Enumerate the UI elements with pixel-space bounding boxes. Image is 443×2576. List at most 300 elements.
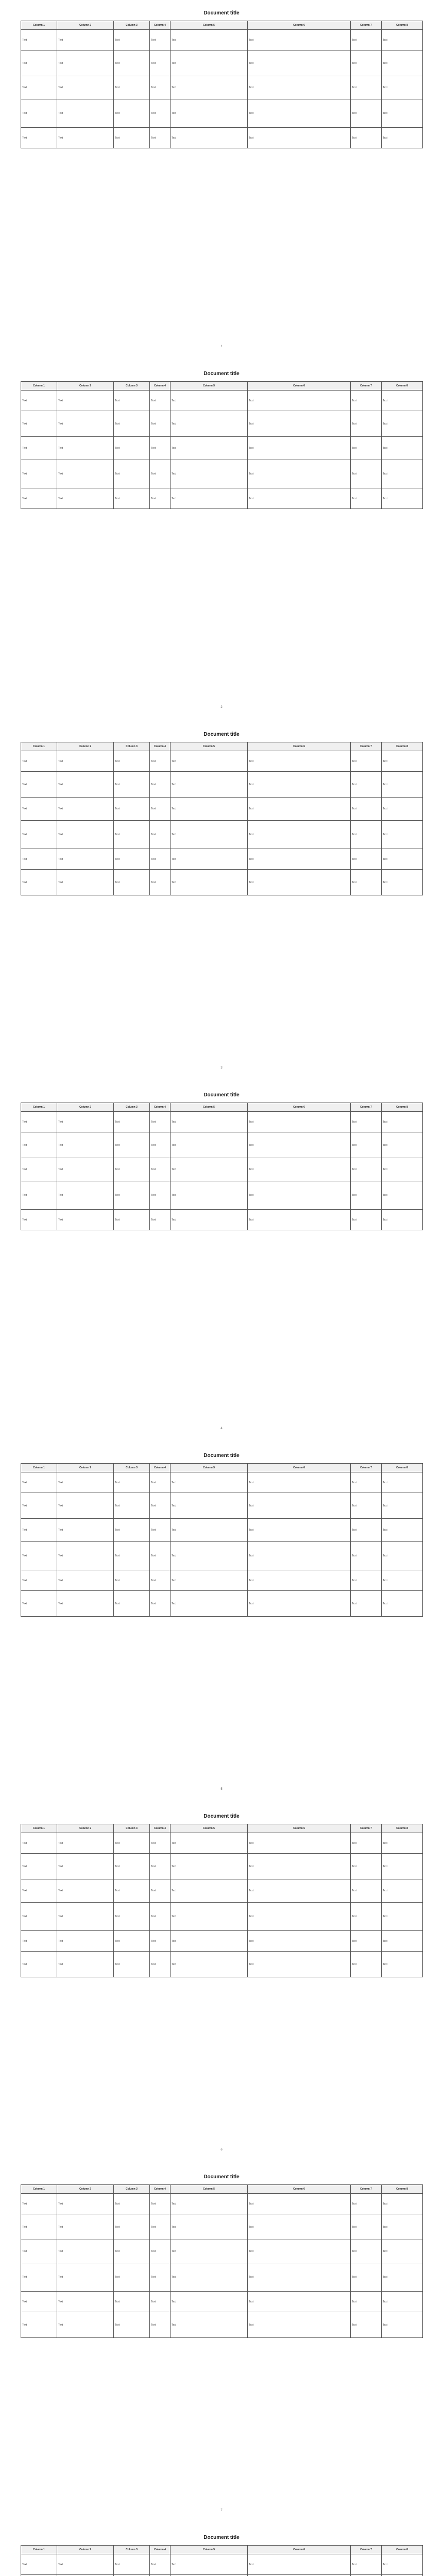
table-header-row <box>21 21 423 30</box>
table-cell: Text <box>57 2240 114 2263</box>
data-table <box>21 381 423 509</box>
table-cell: Text <box>114 1833 150 1854</box>
column-header: Column 5 <box>171 1824 248 1833</box>
table-cell: Text <box>150 2312 171 2338</box>
table-cell: Text <box>21 488 57 509</box>
page-title: Document title <box>203 10 240 16</box>
table-cell: Text <box>171 2194 248 2214</box>
table-cell: Text <box>21 1493 57 1519</box>
table-cell: Text <box>382 411 423 437</box>
table-cell: Text <box>382 1952 423 1977</box>
table-cell: Text <box>21 1210 57 1230</box>
table-cell: Text <box>150 1542 171 1570</box>
table-cell: Text <box>150 2292 171 2312</box>
table-cell: Text <box>351 488 382 509</box>
table-cell: Text <box>382 1903 423 1931</box>
table-cell: Text <box>171 2292 248 2312</box>
table-cell: Text <box>21 411 57 437</box>
table-cell: Text <box>351 1879 382 1903</box>
table-cell: Text <box>114 751 150 772</box>
table-cell: Text <box>351 460 382 488</box>
table-cell: Text <box>248 99 351 128</box>
table-cell: Text <box>382 460 423 488</box>
column-header: Column 7 <box>351 2546 382 2554</box>
table-cell: Text <box>57 751 114 772</box>
table-cell: Text <box>351 76 382 99</box>
table-cell: Text <box>382 128 423 148</box>
table-row <box>21 1132 423 1158</box>
table-cell: Text <box>21 1879 57 1903</box>
table-cell: Text <box>114 1132 150 1158</box>
table-cell: Text <box>21 2263 57 2292</box>
table-cell: Text <box>382 2312 423 2338</box>
table-cell: Text <box>57 391 114 411</box>
table-row <box>21 460 423 488</box>
table-cell: Text <box>248 391 351 411</box>
table-cell: Text <box>248 772 351 798</box>
table-cell: Text <box>114 437 150 460</box>
table-row <box>21 2214 423 2240</box>
column-header: Column 7 <box>351 2185 382 2194</box>
table-cell: Text <box>57 1158 114 1181</box>
column-header: Column 8 <box>382 1103 423 1112</box>
table-cell: Text <box>21 1472 57 1493</box>
table-cell: Text <box>248 1210 351 1230</box>
table-cell: Text <box>171 772 248 798</box>
table-cell: Text <box>114 1493 150 1519</box>
table-row <box>21 411 423 437</box>
table-row <box>21 1570 423 1591</box>
table-cell: Text <box>21 2240 57 2263</box>
table-cell: Text <box>171 1472 248 1493</box>
table-cell: Text <box>114 128 150 148</box>
column-header: Column 6 <box>248 2546 351 2554</box>
column-header: Column 1 <box>21 1824 57 1833</box>
table-cell: Text <box>21 870 57 895</box>
table-cell: Text <box>171 99 248 128</box>
table-cell: Text <box>21 437 57 460</box>
table-cell: Text <box>351 1112 382 1132</box>
table-cell: Text <box>114 2292 150 2312</box>
table-cell: Text <box>21 1158 57 1181</box>
table-cell: Text <box>171 1210 248 1230</box>
doc-page <box>0 2524 443 2576</box>
table-cell: Text <box>150 30 171 50</box>
table-cell: Text <box>382 1591 423 1617</box>
table-cell: Text <box>171 128 248 148</box>
column-header: Column 5 <box>171 382 248 391</box>
column-header: Column 7 <box>351 742 382 751</box>
table-cell: Text <box>150 76 171 99</box>
column-header: Column 6 <box>248 1103 351 1112</box>
table-cell: Text <box>57 1854 114 1879</box>
table-cell: Text <box>382 437 423 460</box>
column-header: Column 2 <box>57 2185 114 2194</box>
table-cell: Text <box>351 2194 382 2214</box>
table-cell: Text <box>248 1158 351 1181</box>
table-cell: Text <box>57 1833 114 1854</box>
table-row <box>21 1833 423 1854</box>
table-cell: Text <box>150 2554 171 2575</box>
table-row <box>21 1112 423 1132</box>
doc-page <box>0 721 443 1082</box>
column-header: Column 4 <box>150 2546 171 2554</box>
table-cell: Text <box>150 1931 171 1952</box>
table-cell: Text <box>351 1833 382 1854</box>
table-cell: Text <box>382 2292 423 2312</box>
table-cell: Text <box>57 798 114 821</box>
table-cell: Text <box>114 1854 150 1879</box>
table-cell: Text <box>150 870 171 895</box>
table-cell: Text <box>150 99 171 128</box>
table-row <box>21 1158 423 1181</box>
table-row <box>21 751 423 772</box>
table-cell: Text <box>114 821 150 849</box>
column-header: Column 5 <box>171 21 248 30</box>
table-cell: Text <box>171 751 248 772</box>
table-cell: Text <box>248 821 351 849</box>
table-row <box>21 772 423 798</box>
table-cell: Text <box>171 821 248 849</box>
table-cell: Text <box>114 488 150 509</box>
table-cell: Text <box>248 2214 351 2240</box>
table-cell: Text <box>21 1903 57 1931</box>
table-cell: Text <box>351 1854 382 1879</box>
table-cell: Text <box>248 1132 351 1158</box>
table-cell: Text <box>351 772 382 798</box>
doc-page <box>0 1443 443 1803</box>
table-cell: Text <box>150 798 171 821</box>
table-row <box>21 99 423 128</box>
table-cell: Text <box>150 2263 171 2292</box>
table-cell: Text <box>171 50 248 76</box>
table-cell: Text <box>351 391 382 411</box>
table-cell: Text <box>171 1854 248 1879</box>
table-row <box>21 1854 423 1879</box>
table-cell: Text <box>57 1519 114 1542</box>
table-cell: Text <box>351 1493 382 1519</box>
column-header: Column 4 <box>150 742 171 751</box>
table-cell: Text <box>351 849 382 870</box>
table-row <box>21 2194 423 2214</box>
column-header: Column 3 <box>114 1824 150 1833</box>
table-cell: Text <box>57 128 114 148</box>
table-cell: Text <box>21 128 57 148</box>
table-cell: Text <box>171 488 248 509</box>
table-cell: Text <box>150 1472 171 1493</box>
table-cell: Text <box>171 2263 248 2292</box>
column-header: Column 4 <box>150 1824 171 1833</box>
table-cell: Text <box>248 2194 351 2214</box>
data-table <box>21 21 423 148</box>
table-cell: Text <box>171 76 248 99</box>
table-cell: Text <box>57 1931 114 1952</box>
column-header: Column 5 <box>171 2546 248 2554</box>
table-cell: Text <box>248 1591 351 1617</box>
table-cell: Text <box>382 1472 423 1493</box>
table-cell: Text <box>150 1132 171 1158</box>
table-cell: Text <box>382 870 423 895</box>
table-cell: Text <box>248 50 351 76</box>
column-header: Column 6 <box>248 382 351 391</box>
doc-page <box>0 1803 443 2164</box>
table-cell: Text <box>114 1210 150 1230</box>
table-cell: Text <box>57 849 114 870</box>
column-header: Column 8 <box>382 742 423 751</box>
table-cell: Text <box>150 488 171 509</box>
table-cell: Text <box>114 1570 150 1591</box>
column-header: Column 1 <box>21 2546 57 2554</box>
table-cell: Text <box>21 30 57 50</box>
table-cell: Text <box>171 1132 248 1158</box>
page-title: Document title <box>203 2535 240 2540</box>
table-cell: Text <box>21 2292 57 2312</box>
table-cell: Text <box>248 128 351 148</box>
table-cell: Text <box>382 1112 423 1132</box>
table-cell: Text <box>114 2554 150 2575</box>
table-cell: Text <box>382 488 423 509</box>
column-header: Column 1 <box>21 1103 57 1112</box>
table-cell: Text <box>150 411 171 437</box>
table-cell: Text <box>382 1132 423 1158</box>
table-cell: Text <box>171 1493 248 1519</box>
table-cell: Text <box>114 460 150 488</box>
table-cell: Text <box>171 2240 248 2263</box>
column-header: Column 3 <box>114 21 150 30</box>
table-cell: Text <box>114 99 150 128</box>
table-cell: Text <box>21 1132 57 1158</box>
doc-page <box>0 361 443 721</box>
table-cell: Text <box>21 1570 57 1591</box>
table-cell: Text <box>248 1519 351 1542</box>
table-cell: Text <box>57 1493 114 1519</box>
table-cell: Text <box>351 1570 382 1591</box>
table-header-row <box>21 2185 423 2194</box>
table-cell: Text <box>248 1472 351 1493</box>
table-cell: Text <box>57 1132 114 1158</box>
table-cell: Text <box>21 849 57 870</box>
table-cell: Text <box>21 1854 57 1879</box>
table-cell: Text <box>248 1833 351 1854</box>
table-cell: Text <box>57 2554 114 2575</box>
column-header: Column 1 <box>21 742 57 751</box>
column-header: Column 3 <box>114 1464 150 1472</box>
table-row <box>21 821 423 849</box>
table-header-row <box>21 382 423 391</box>
table-cell: Text <box>114 2240 150 2263</box>
table-cell: Text <box>382 1833 423 1854</box>
table-cell: Text <box>21 1181 57 1210</box>
table-cell: Text <box>248 1879 351 1903</box>
data-table <box>21 1463 423 1617</box>
page-title: Document title <box>203 1453 240 1459</box>
table-cell: Text <box>248 798 351 821</box>
table-header-row <box>21 1103 423 1112</box>
table-cell: Text <box>351 821 382 849</box>
table-row <box>21 2263 423 2292</box>
table-row <box>21 1181 423 1210</box>
table-cell: Text <box>171 30 248 50</box>
column-header: Column 7 <box>351 382 382 391</box>
table-cell: Text <box>351 1472 382 1493</box>
doc-page <box>0 0 443 361</box>
table-cell: Text <box>114 1542 150 1570</box>
table-cell: Text <box>150 1879 171 1903</box>
doc-page <box>0 2164 443 2524</box>
table-cell: Text <box>351 411 382 437</box>
column-header: Column 6 <box>248 21 351 30</box>
table-cell: Text <box>21 2214 57 2240</box>
table-cell: Text <box>171 798 248 821</box>
table-cell: Text <box>150 1833 171 1854</box>
table-cell: Text <box>248 1903 351 1931</box>
data-table <box>21 2545 423 2576</box>
column-header: Column 4 <box>150 382 171 391</box>
table-cell: Text <box>351 1210 382 1230</box>
table-cell: Text <box>57 1570 114 1591</box>
table-cell: Text <box>382 821 423 849</box>
data-table <box>21 1103 423 1230</box>
table-cell: Text <box>114 30 150 50</box>
table-cell: Text <box>248 1952 351 1977</box>
table-cell: Text <box>57 1181 114 1210</box>
table-cell: Text <box>150 821 171 849</box>
table-cell: Text <box>57 1112 114 1132</box>
table-row <box>21 2312 423 2338</box>
table-cell: Text <box>21 2312 57 2338</box>
table-cell: Text <box>57 2292 114 2312</box>
table-cell: Text <box>382 99 423 128</box>
column-header: Column 4 <box>150 1464 171 1472</box>
table-row <box>21 1903 423 1931</box>
table-cell: Text <box>57 50 114 76</box>
table-cell: Text <box>114 50 150 76</box>
table-cell: Text <box>21 821 57 849</box>
table-cell: Text <box>21 798 57 821</box>
table-cell: Text <box>171 2214 248 2240</box>
table-cell: Text <box>57 437 114 460</box>
table-cell: Text <box>57 870 114 895</box>
table-row <box>21 1519 423 1542</box>
page-title: Document title <box>203 732 240 737</box>
table-row <box>21 849 423 870</box>
table-cell: Text <box>150 1952 171 1977</box>
table-cell: Text <box>382 798 423 821</box>
table-cell: Text <box>382 50 423 76</box>
column-header: Column 2 <box>57 742 114 751</box>
table-cell: Text <box>351 1542 382 1570</box>
table-row <box>21 2292 423 2312</box>
table-cell: Text <box>150 1158 171 1181</box>
table-cell: Text <box>21 2194 57 2214</box>
table-row <box>21 437 423 460</box>
table-cell: Text <box>150 460 171 488</box>
table-cell: Text <box>57 1591 114 1617</box>
table-cell: Text <box>248 1542 351 1570</box>
table-cell: Text <box>351 2263 382 2292</box>
table-cell: Text <box>351 437 382 460</box>
column-header: Column 6 <box>248 742 351 751</box>
table-row <box>21 1210 423 1230</box>
column-header: Column 2 <box>57 382 114 391</box>
page-title: Document title <box>203 1814 240 1819</box>
page-number: 6 <box>220 2148 223 2151</box>
table-cell: Text <box>57 1952 114 1977</box>
table-cell: Text <box>114 76 150 99</box>
table-cell: Text <box>351 1158 382 1181</box>
page-title: Document title <box>203 2174 240 2180</box>
table-cell: Text <box>248 1181 351 1210</box>
table-cell: Text <box>21 1112 57 1132</box>
table-cell: Text <box>114 1519 150 1542</box>
column-header: Column 6 <box>248 1464 351 1472</box>
table-cell: Text <box>114 1158 150 1181</box>
table-row <box>21 798 423 821</box>
table-cell: Text <box>114 411 150 437</box>
table-cell: Text <box>150 1493 171 1519</box>
table-cell: Text <box>382 1519 423 1542</box>
table-cell: Text <box>150 391 171 411</box>
table-cell: Text <box>21 50 57 76</box>
data-table <box>21 2184 423 2338</box>
page-number: 1 <box>220 345 223 348</box>
table-cell: Text <box>150 1591 171 1617</box>
column-header: Column 7 <box>351 21 382 30</box>
table-cell: Text <box>382 849 423 870</box>
table-cell: Text <box>114 391 150 411</box>
table-cell: Text <box>382 391 423 411</box>
table-cell: Text <box>57 460 114 488</box>
column-header: Column 1 <box>21 21 57 30</box>
column-header: Column 4 <box>150 21 171 30</box>
column-header: Column 5 <box>171 2185 248 2194</box>
table-cell: Text <box>150 2240 171 2263</box>
page-number: 5 <box>220 1788 223 1791</box>
table-row <box>21 2240 423 2263</box>
table-cell: Text <box>21 1952 57 1977</box>
data-table <box>21 742 423 895</box>
table-cell: Text <box>382 2214 423 2240</box>
table-cell: Text <box>150 1570 171 1591</box>
table-cell: Text <box>248 411 351 437</box>
table-row <box>21 1879 423 1903</box>
table-cell: Text <box>57 76 114 99</box>
table-cell: Text <box>248 2554 351 2575</box>
table-cell: Text <box>171 411 248 437</box>
table-row <box>21 1952 423 1977</box>
table-row <box>21 128 423 148</box>
table-cell: Text <box>248 1931 351 1952</box>
table-cell: Text <box>57 2312 114 2338</box>
table-cell: Text <box>114 1591 150 1617</box>
column-header: Column 4 <box>150 1103 171 1112</box>
table-cell: Text <box>114 798 150 821</box>
column-header: Column 6 <box>248 1824 351 1833</box>
table-cell: Text <box>248 30 351 50</box>
table-cell: Text <box>382 751 423 772</box>
table-cell: Text <box>351 2292 382 2312</box>
table-cell: Text <box>171 849 248 870</box>
column-header: Column 7 <box>351 1824 382 1833</box>
table-row <box>21 1472 423 1493</box>
column-header: Column 5 <box>171 742 248 751</box>
table-cell: Text <box>351 1519 382 1542</box>
column-header: Column 3 <box>114 382 150 391</box>
table-cell: Text <box>150 50 171 76</box>
page-number: 7 <box>220 2509 223 2512</box>
table-cell: Text <box>150 1112 171 1132</box>
column-header: Column 2 <box>57 1103 114 1112</box>
